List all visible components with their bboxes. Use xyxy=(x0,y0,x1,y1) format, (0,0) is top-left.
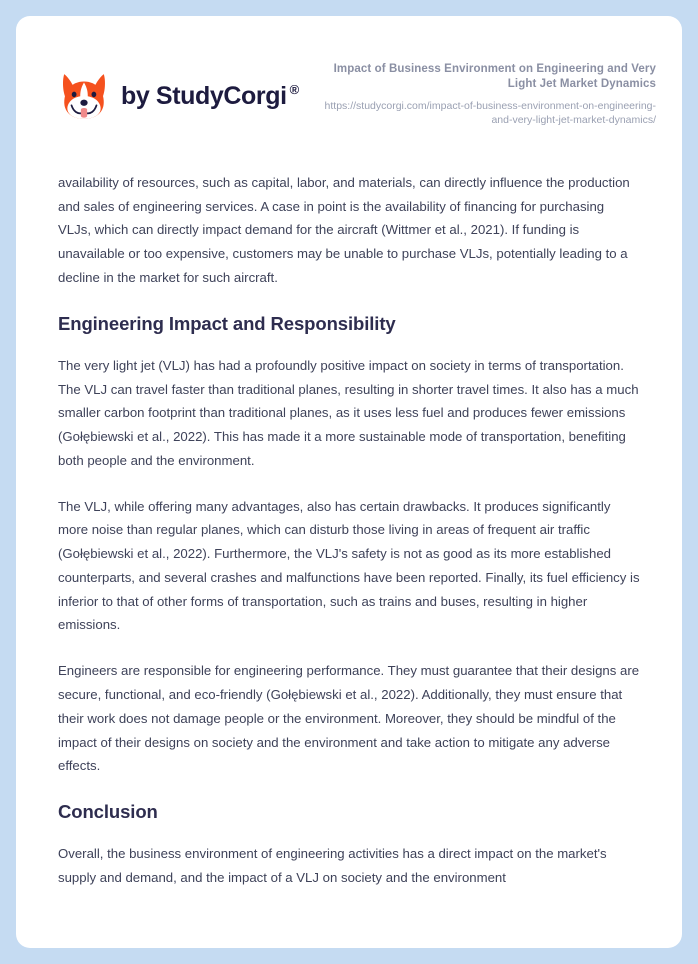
section-heading: Engineering Impact and Responsibility xyxy=(58,312,396,334)
brand-name-text: by StudyCorgi xyxy=(121,81,287,110)
document-header xyxy=(16,16,682,127)
brand-wordmark xyxy=(121,82,299,111)
document-meta xyxy=(313,62,656,127)
body-paragraph: The very light jet (VLJ) has had a profoundly positive impact on society in terms of transportation. The VLJ can travel faster than traditional planes, resulting in shorter travel times. It also has a much smaller carbon footprint than traditional planes, as it uses less fuel and produces fewer emissions (Gołębiewski et al., 2022). This has made it a more sustainable mode of transportation, benefiting both people and the environment. xyxy=(58,357,639,468)
document-url[interactable]: https://studycorgi.com/impact-of-business-environment-on-engineering-and-very-light-jet-market-dynamics/ xyxy=(324,99,656,126)
document-content xyxy=(16,127,682,890)
section-heading: Conclusion xyxy=(58,801,158,823)
brand-logo-block[interactable] xyxy=(58,62,299,122)
corgi-logo-icon xyxy=(58,70,110,122)
body-paragraph: Overall, the business environment of engineering activities has a direct impact on the market's supply and demand, and the impact of a VLJ on society and the environment xyxy=(58,846,607,885)
document-page-card xyxy=(16,16,682,948)
body-paragraph: The VLJ, while offering many advantages, also has certain drawbacks. It produces significantly more noise than regular planes, which can disturb those living in areas of frequent air traffic (Gołębiewski et al., 2022). Furthermore, the VLJ's safety is not as good as its more established counterparts, and several crashes and malfunctions have been reported. Finally, its fuel efficiency is inferior to that of other forms of transportation, such as trains and buses, resulting in higher emissions. xyxy=(58,498,640,633)
document-title: Impact of Business Environment on Engineering and Very Light Jet Market Dynamics xyxy=(333,63,656,91)
body-paragraph: availability of resources, such as capital, labor, and materials, can directly influence the production and sales of engineering services. A case in point is the availability of financing for purchasing VLJs, which can directly impact demand for the aircraft (Wittmer et al., 2021). If funding is unavailable or too expensive, customers may be unable to purchase VLJs, potentially leading to a decline in the market for such aircraft. xyxy=(58,174,630,285)
body-paragraph: Engineers are responsible for engineering performance. They must guarantee that their designs are secure, functional, and eco-friendly (Gołębiewski et al., 2022). Additionally, they must ensure that their work does not damage people or the environment. Moreover, they should be mindful of the impact of their designs on society and the environment and take action to mitigate any adverse effects. xyxy=(58,663,640,774)
registered-trademark-icon: ® xyxy=(289,82,299,98)
